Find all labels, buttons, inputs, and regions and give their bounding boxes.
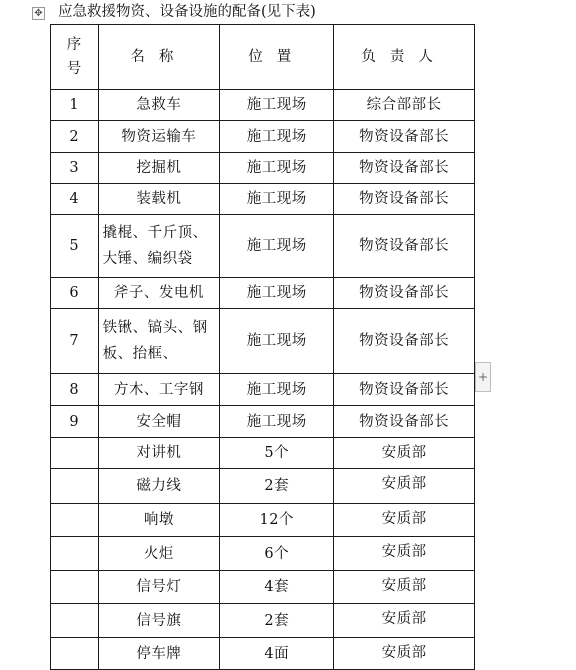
table-header-row: [51, 25, 475, 90]
cell-owner: 安质部: [334, 571, 475, 604]
cell-name: 方木、工字钢: [98, 374, 220, 406]
table-row: [51, 278, 475, 309]
cell-seq: [51, 571, 99, 604]
cell-owner: 物资设备部长: [334, 121, 475, 153]
header-seq: 序 号: [51, 25, 99, 90]
cell-quantity: 5个: [220, 438, 334, 469]
cell-owner: 物资设备部长: [334, 374, 475, 406]
cell-owner: 安质部: [334, 537, 475, 571]
cell-owner: 安质部: [334, 438, 475, 469]
cell-name-line: 铁锹、镐头、钢: [102, 320, 208, 336]
cell-location: 施工现场: [220, 406, 334, 438]
cell-name: 急救车: [98, 90, 220, 121]
cell-name: 磁力线: [98, 469, 220, 504]
cell-name: 物资运输车: [98, 121, 220, 153]
cell-location: 施工现场: [220, 184, 334, 215]
table-row: [51, 571, 475, 604]
header-owner: 负责人: [334, 25, 475, 90]
header-name: 名称: [98, 25, 220, 90]
cell-owner: 物资设备部长: [334, 215, 475, 278]
cell-seq: [51, 537, 99, 571]
table-row: [51, 374, 475, 406]
cell-seq: [51, 438, 99, 469]
cell-owner: 安质部: [334, 469, 475, 504]
cell-owner: 安质部: [334, 638, 475, 670]
cell-seq: [51, 469, 99, 504]
table-row: [51, 215, 475, 278]
cell-seq: 5: [51, 215, 99, 278]
cell-name-line: 板、抬框、: [102, 346, 178, 362]
cell-name: 信号灯: [98, 571, 220, 604]
cell-quantity: 4套: [220, 571, 334, 604]
table-row: [51, 406, 475, 438]
table-row: [51, 604, 475, 638]
cell-owner: 物资设备部长: [334, 278, 475, 309]
cell-seq: 3: [51, 153, 99, 184]
cell-name: 停车牌: [98, 638, 220, 670]
cell-owner: 物资设备部长: [334, 406, 475, 438]
cell-location: 施工现场: [220, 309, 334, 374]
cell-name: 火炬: [98, 537, 220, 571]
cell-name: [98, 309, 220, 374]
cell-seq: [51, 638, 99, 670]
cell-location: 施工现场: [220, 374, 334, 406]
cell-name: 安全帽: [98, 406, 220, 438]
cell-location: 施工现场: [220, 215, 334, 278]
table-row: [51, 184, 475, 215]
equipment-table: [50, 24, 475, 670]
cell-owner: 安质部: [334, 504, 475, 537]
cell-name-line: 大锤、编织袋: [102, 251, 193, 267]
cell-quantity: 6个: [220, 537, 334, 571]
section-caption: 应急救援物资、设备设施的配备(见下表): [58, 4, 316, 20]
cell-location: 施工现场: [220, 278, 334, 309]
table-row: [51, 309, 475, 374]
cell-quantity: 12个: [220, 504, 334, 537]
header-location: 位置: [220, 25, 334, 90]
table-row: [51, 638, 475, 670]
cell-owner: 物资设备部长: [334, 184, 475, 215]
cell-quantity: 4面: [220, 638, 334, 670]
cell-name: 斧子、发电机: [98, 278, 220, 309]
cell-name: 挖掘机: [98, 153, 220, 184]
cell-name: 装载机: [98, 184, 220, 215]
cell-location: 施工现场: [220, 153, 334, 184]
cell-seq: [51, 504, 99, 537]
cell-owner: 物资设备部长: [334, 153, 475, 184]
cell-seq: 4: [51, 184, 99, 215]
cell-quantity: 2套: [220, 469, 334, 504]
cell-location: 施工现场: [220, 90, 334, 121]
cell-owner: 安质部: [334, 604, 475, 638]
cell-seq: 7: [51, 309, 99, 374]
cell-name: 信号旗: [98, 604, 220, 638]
cell-name-line: 撬棍、千斤顶、: [102, 225, 208, 241]
cell-name: [98, 215, 220, 278]
table-row: [51, 438, 475, 469]
table-row: [51, 504, 475, 537]
cell-seq: [51, 604, 99, 638]
table-row: [51, 469, 475, 504]
table-row: [51, 121, 475, 153]
table-row: [51, 90, 475, 121]
cell-seq: 9: [51, 406, 99, 438]
table-row: [51, 537, 475, 571]
cell-name: 响墩: [98, 504, 220, 537]
cell-quantity: 2套: [220, 604, 334, 638]
table-move-handle-icon[interactable]: ✥: [32, 7, 45, 20]
cell-owner: 物资设备部长: [334, 309, 475, 374]
cell-seq: 8: [51, 374, 99, 406]
cell-seq: 2: [51, 121, 99, 153]
table-row: [51, 153, 475, 184]
cell-seq: 1: [51, 90, 99, 121]
cell-owner: 综合部部长: [334, 90, 475, 121]
cell-name: 对讲机: [98, 438, 220, 469]
cell-location: 施工现场: [220, 121, 334, 153]
cell-seq: 6: [51, 278, 99, 309]
add-row-button[interactable]: +: [475, 362, 491, 392]
